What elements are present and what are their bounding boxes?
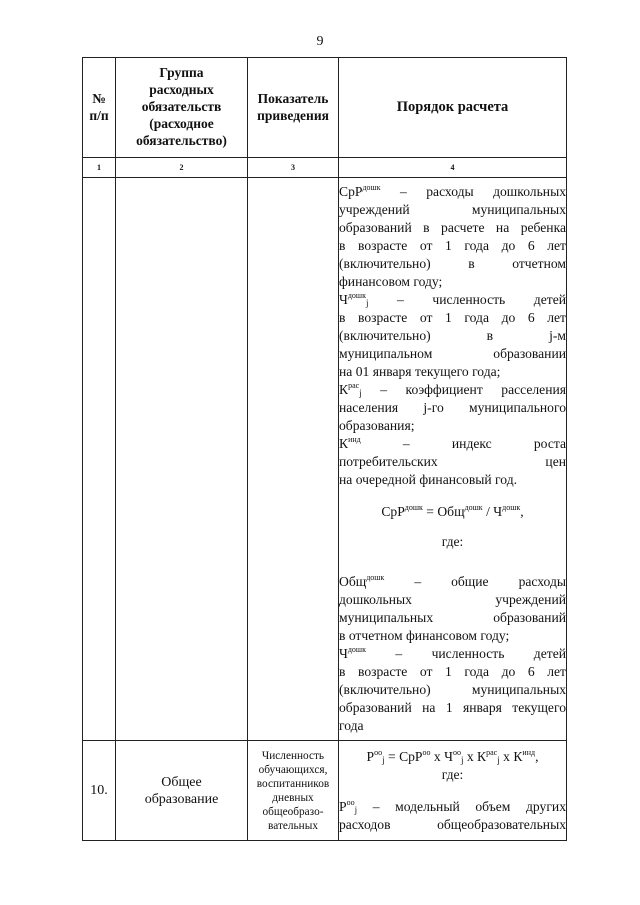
header-group-line: обязательств <box>141 99 222 115</box>
symbol: Общ <box>339 574 367 589</box>
definition-line <box>339 573 566 591</box>
definition-line: на очередной финансовый год. <box>339 472 518 487</box>
cell-empty <box>116 178 248 741</box>
header-group-line: обязательство) <box>136 132 227 148</box>
header-group <box>116 58 248 158</box>
symbol: К <box>339 382 349 397</box>
definition-line <box>339 381 566 399</box>
definition-line: (включительно) в j-м <box>339 328 566 343</box>
definition-line: (включительно) муниципальных <box>339 682 566 697</box>
formula-sup: рас <box>486 747 498 757</box>
definition-line: дошкольных учреждений <box>339 592 566 607</box>
formula-part: x Ч <box>430 748 453 764</box>
row-indicator-line: воспитанников <box>256 777 330 790</box>
column-number: 1 <box>83 158 116 178</box>
formula-sub: j <box>497 754 500 765</box>
row-calculation <box>339 741 567 841</box>
row-indicator-line: Численность <box>261 749 325 762</box>
formula-part: x К <box>463 748 487 764</box>
column-number: 4 <box>339 158 567 178</box>
symbol-sub: j <box>365 298 369 308</box>
column-number: 2 <box>116 158 248 178</box>
row-indicator-line: общеобразо- <box>262 805 324 818</box>
definition-line: в возрасте от 1 года до 6 лет <box>339 238 566 253</box>
symbol-sup: оо <box>346 797 355 807</box>
symbol: Р <box>339 798 347 814</box>
formula-sup: дошк <box>464 503 483 512</box>
row-indicator-line: дневных <box>272 791 314 804</box>
definition-line <box>339 291 566 309</box>
symbol-sup: инд <box>348 435 361 444</box>
definition-line <box>339 798 566 816</box>
formula-average-cost <box>339 503 566 521</box>
formula-sup: оо <box>374 747 383 757</box>
where-label: где: <box>441 766 464 782</box>
definition-line: образований на 1 января текущего <box>339 700 566 715</box>
definition-line: муниципальных образований <box>339 610 566 625</box>
header-group-line: расходных <box>149 82 214 98</box>
definition-text: – численность детей <box>365 646 566 661</box>
column-number: 3 <box>248 158 339 178</box>
formula-model-volume <box>339 748 566 766</box>
formula-sub: j <box>382 754 385 765</box>
symbol: СрР <box>339 184 363 199</box>
definition-text: – общие расходы <box>384 574 566 589</box>
table-row-10 <box>83 741 567 841</box>
symbol: Ч <box>339 292 348 307</box>
definition-line: образований в расчете на ребенка <box>339 220 566 235</box>
definition-line <box>339 435 566 453</box>
row-number: 10. <box>83 741 116 841</box>
header-calculation: Порядок расчета <box>339 58 567 158</box>
header-number <box>83 58 116 158</box>
formula-part: , <box>520 504 524 519</box>
page-number: 9 <box>316 34 324 49</box>
header-group-line: (расходное <box>149 115 214 131</box>
symbol-sup: дошк <box>347 645 366 654</box>
definition-line <box>339 183 566 201</box>
row-indicator-line: вательных <box>268 819 318 832</box>
definition-line: финансовом году; <box>339 274 443 289</box>
formula-sup: дошк <box>404 503 423 512</box>
definition-line: в возрасте от 1 года до 6 лет <box>339 664 566 679</box>
header-number-line: № <box>92 90 106 106</box>
header-indicator-line: приведения <box>257 107 329 123</box>
definition-text: – индекс роста <box>360 436 566 451</box>
formula-sub: j <box>460 754 464 765</box>
formula-part: = Общ <box>422 504 465 519</box>
row-group-line: образование <box>144 791 219 807</box>
formula-part: / Ч <box>482 504 503 519</box>
row-indicator-line: обучающихся, <box>258 763 328 776</box>
formula-sup: оо <box>422 747 431 757</box>
symbol: К <box>339 436 349 451</box>
definition-text: – модельный объем других <box>357 798 566 814</box>
cell-empty <box>83 178 116 741</box>
calculation-table <box>82 57 567 841</box>
definition-line: учреждений муниципальных <box>339 202 566 217</box>
symbol-sup: дошк <box>347 291 366 300</box>
formula-part: = СрР <box>384 748 423 764</box>
table-header-row <box>83 58 567 158</box>
row-group-line: Общее <box>161 774 202 790</box>
formula-sup: инд <box>522 747 536 757</box>
definition-line <box>339 645 566 663</box>
definition-line: в отчетном финансовом году; <box>339 628 510 643</box>
calculation-text <box>339 178 567 741</box>
table-row-continuation <box>83 178 567 741</box>
definition-line: (включительно) в отчетном <box>339 256 566 271</box>
column-number-row <box>83 158 567 178</box>
definition-line: образования; <box>339 418 415 433</box>
header-indicator-line: Показатель <box>257 90 329 106</box>
formula-sup: дошк <box>502 503 521 512</box>
row-group <box>116 741 248 841</box>
header-group-line: Группа <box>159 65 204 81</box>
symbol-sub: j <box>359 388 362 398</box>
definition-line: расходов общеобразовательных <box>339 816 566 832</box>
symbol-sup: дошк <box>366 573 385 582</box>
symbol-sup: рас <box>348 381 360 390</box>
definition-line: в возрасте от 1 года до 6 лет <box>339 310 566 325</box>
symbol-sub: j <box>354 804 358 815</box>
definition-text: численность детей <box>432 292 567 307</box>
where-label: где: <box>441 534 464 549</box>
symbol-sup: дошк <box>362 183 381 192</box>
row-indicator <box>248 741 339 841</box>
dash: – <box>368 292 433 307</box>
header-indicator <box>248 58 339 158</box>
formula-part: , <box>535 748 539 764</box>
header-number-line: п/п <box>89 107 109 123</box>
definition-line: на 01 января текущего года; <box>339 364 501 379</box>
definition-line: года <box>339 718 364 733</box>
symbol: Ч <box>339 646 348 661</box>
formula-sup: оо <box>452 747 461 757</box>
definition-text: – коэффициент расселения <box>361 382 566 397</box>
definition-text: – расходы дошкольных <box>380 184 566 199</box>
formula-part: СрР <box>381 504 405 519</box>
definition-line: муниципальном образовании <box>339 346 566 361</box>
formula-part: x К <box>499 748 523 764</box>
cell-empty <box>248 178 339 741</box>
definition-line: потребительских цен <box>339 454 566 469</box>
formula-part: Р <box>366 748 375 764</box>
definition-line: населения j-го муниципального <box>339 400 566 415</box>
